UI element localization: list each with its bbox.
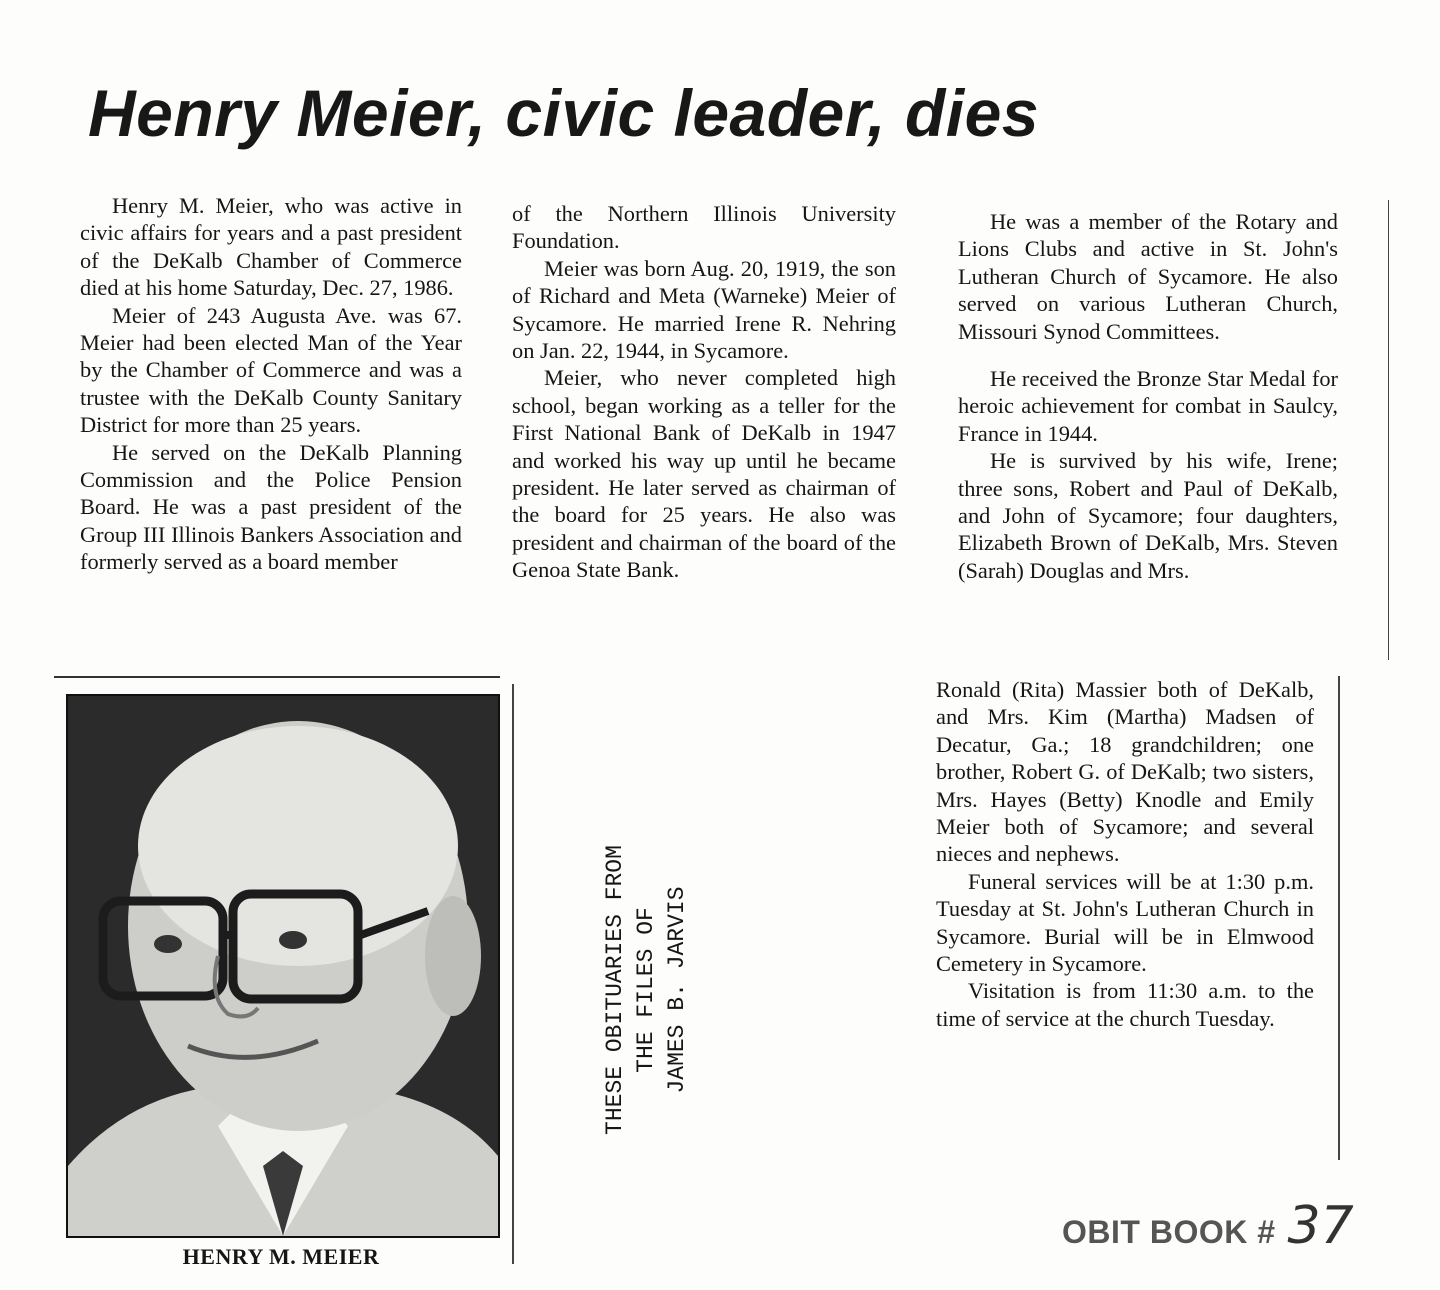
column-divider (512, 684, 514, 1264)
obit-book-text: OBIT BOOK # (1062, 1214, 1276, 1250)
article-column-1 (80, 192, 462, 576)
paragraph: Henry M. Meier, who was active in civic affairs for years and a past president of the DeKalb Chamber of Commerce died at his home Saturday, Dec. 27, 1986. (80, 193, 462, 301)
paragraph: Funeral services will be at 1:30 p.m. Tuesday at St. John's Lutheran Church in Sycamore. Burial will be in Elmwood Cemetery in Sycamore. (936, 868, 1314, 977)
article-column-3 (958, 208, 1338, 584)
column-divider (1388, 200, 1389, 660)
paragraph: Visitation is from 11:30 a.m. to the time of service at the church Tuesday. (936, 978, 1314, 1031)
stamp-line: JAMES B. JARVIS (664, 886, 690, 1094)
paragraph: Ronald (Rita) Massier both of DeKalb, and Mrs. Kim (Martha) Madsen of Decatur, Ga.; 18 grandchildren; one brother, Robert G. of DeKalb; two sisters, Mrs. Hayes (Betty) Knodle and Emily Meier both of Sycamore; and several nieces and nephews. (936, 677, 1314, 867)
article-column-2 (512, 200, 896, 584)
portrait-photo (66, 694, 500, 1238)
paragraph: of the Northern Illinois University Foundation. (512, 201, 896, 254)
headline: Henry Meier, civic leader, dies (88, 76, 1040, 150)
paragraph: Meier was born Aug. 20, 1919, the son of Richard and Meta (Warneke) Meier of Sycamore. He married Irene R. Nehring on Jan. 22, 1944, in Sycamore. (512, 255, 896, 364)
column-divider (1338, 676, 1340, 1160)
article-column-4 (936, 676, 1314, 1032)
paragraph: He is survived by his wife, Irene; three sons, Robert and Paul of DeKalb, and John of Sycamore; four daughters, Elizabeth Brown of DeKalb, Mrs. Steven (Sarah) Douglas and Mrs. (958, 448, 1338, 583)
paragraph: Meier, who never completed high school, began working as a teller for the First National Bank of DeKalb in 1947 and worked his way up until he became president. He later served as chairman of the board for 25 years. He also was president and chairman of the board of the Genoa State Bank. (512, 365, 896, 583)
photo-caption: HENRY M. MEIER (182, 1244, 380, 1269)
stamp-line: THESE OBITUARIES FROM (602, 845, 628, 1135)
paragraph: He received the Bronze Star Medal for heroic achievement for combat in Saulcy, France in 1944. (958, 366, 1338, 446)
paragraph: Meier of 243 Augusta Ave. was 67. Meier had been elected Man of the Year by the Chamber of Commerce and was a trustee with the DeKalb County Sanitary District for more than 25 years. (80, 302, 462, 438)
stamp-line: THE FILES OF (633, 907, 659, 1073)
obit-book-label (1062, 1196, 1354, 1256)
paragraph: He served on the DeKalb Planning Commission and the Police Pension Board. He was a past president of the Group III Illinois Bankers Association and formerly served as a board member (80, 439, 462, 575)
portrait-image (68, 696, 498, 1236)
paragraph: He was a member of the Rotary and Lions Clubs and active in St. John's Lutheran Church of Sycamore. He also served on various Lutheran Church, Missouri Synod Committees. (958, 209, 1338, 344)
column-divider (54, 676, 500, 678)
archive-stamp (600, 810, 750, 1170)
obit-book-number: 37 (1287, 1196, 1354, 1256)
